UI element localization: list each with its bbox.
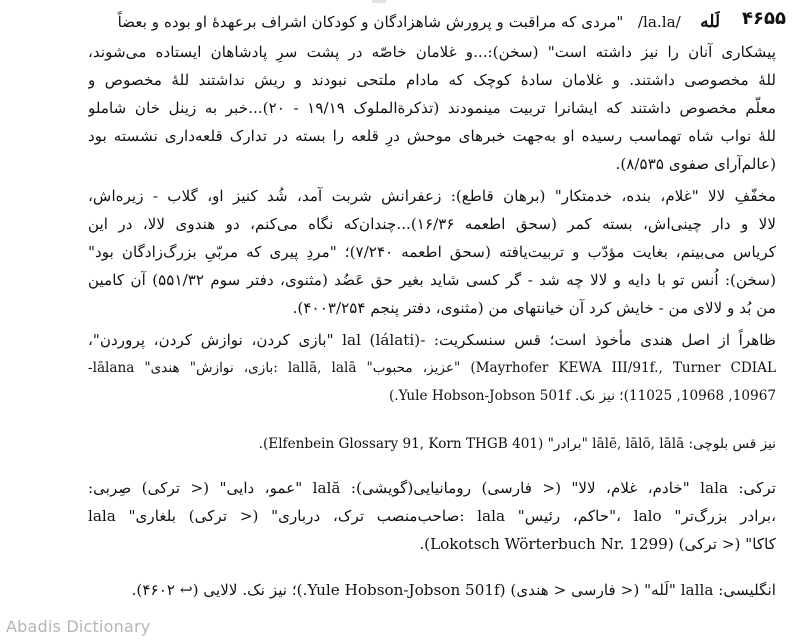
text-line-13: 10967, 10968, 11025)؛ نیز نک. Yule Hobson-Jobson 501f.) [389,388,776,404]
text-line-1: پیشکاری آنان را نیز داشته است" (سخن):...و غلامان خاصّه در پشت سرِ پادشاهان ایستاده می‌شوند، [88,43,776,61]
text-line-2: للهٔ مخصوصی داشتند. و غلامان سادهٔ کوچک که مادام ملتحی نبودند و ریش نداشتند للهٔ مخصوص و [88,71,776,89]
text-line-6: مخفّفِ لالا "غلام، بنده، خدمتکار" (برهان قاطع): زعفرانش شربت آمد، شُد کنیز او، گلاب - زیره‌اش، [88,187,776,205]
entry-gloss-start: "مردی که مراقبت و پرورش شاهزادگان و کودکان اشراف برعهدهٔ او بوده و بعضاً [117,13,624,31]
entry-transcription: /la.la/ [637,13,681,31]
scan-mark [372,0,386,3]
text-line-9: (سخن): اُنس تو با دایه و لالا چه شد - گر کسی شاید بغیر حق عَضُد (مثنوی، دفتر سوم ۵۵۱/۳۲) آن کامین [88,271,776,289]
watermark: Abadis Dictionary [6,617,151,636]
entry-headword: لَله [700,12,720,32]
text-line-8: کریاس می‌بینم، بغایت مؤدّب و تربیت‌یافته (سحق اطعمه ۷/۲۴۰)؛ "مردِ پیری که مربّیِ بزرگ‌زادگان بود" [88,243,776,261]
text-line-17: کاکا" (< ترکی) (Lokotsch Wörterbuch Nr. 1299). [419,535,776,553]
text-line-4: للهٔ نواب شاه تهماسب رسیده او به‌جهت خبرهای موحش درِ قلعه را بسته در تدارک قلعه‌داری نشسته بود [88,127,776,145]
text-line-3: معلّم مخصوص داشتند که ایشانرا تربیت مینمودند (تذکرةالملوک ۱۹/۱۹ - ۲۰)...خبر به زینل خان شاملو [88,99,776,117]
text-line-10: من بُد و لالای من - خایش کرد آن خیانتهای من (مثنوی، دفتر پنجم ۴۰۰۳/۲۵۴). [292,299,776,317]
text-line-16: lala "صاحب‌منصب ترک، درباری" (< ترکی) بلغاری: lala "حاکم، رئیس"، lalo "برادر بزرگ‌تر، [88,507,776,525]
text-line-15: ترکی: lala "خادم، غلام، لالا" (< فارسی) رومانیایی(گویشی): lală "عمو، دایی" (< ترکی) صِربی: [88,479,776,497]
text-line-18: انگلیسی: lalla "لَله" (< فارسی < هندی) (Yule Hobson-Jobson 501f.)؛ نیز نک. لالایی (↩ ۴۶۰۲). [131,581,776,599]
text-line-12: -lālana "بازی، نوازش" هندی: lallā, lalā "عزیز، محبوب" (Mayrhofer KEWA III/91f., Turner CDIAL [88,360,776,376]
text-line-7: لالا و دار چینی‌اش، بسته کمر (سحق اطعمه ۱۶/۳۶)...چندان‌که نگاه می‌کنم، دو هندوی لالا، در این [88,215,776,233]
entry-header [88,8,720,36]
text-line-11: ظاهراً از اصل هندی مأخوذ است؛ قس سنسکریت: -lal (lálati) "بازی کردن، نوازش کردن، پروردن"، [88,331,776,349]
text-line-14: نیز قس بلوچی: lālē, lālō, lālā "برادر" (Elfenbein Glossary 91, Korn THGB 401). [258,436,776,452]
page-number: ۴۶۵۵ [742,8,786,29]
text-line-5: (عالم‌آرای صفوی ۸/۵۳۵). [615,155,776,173]
